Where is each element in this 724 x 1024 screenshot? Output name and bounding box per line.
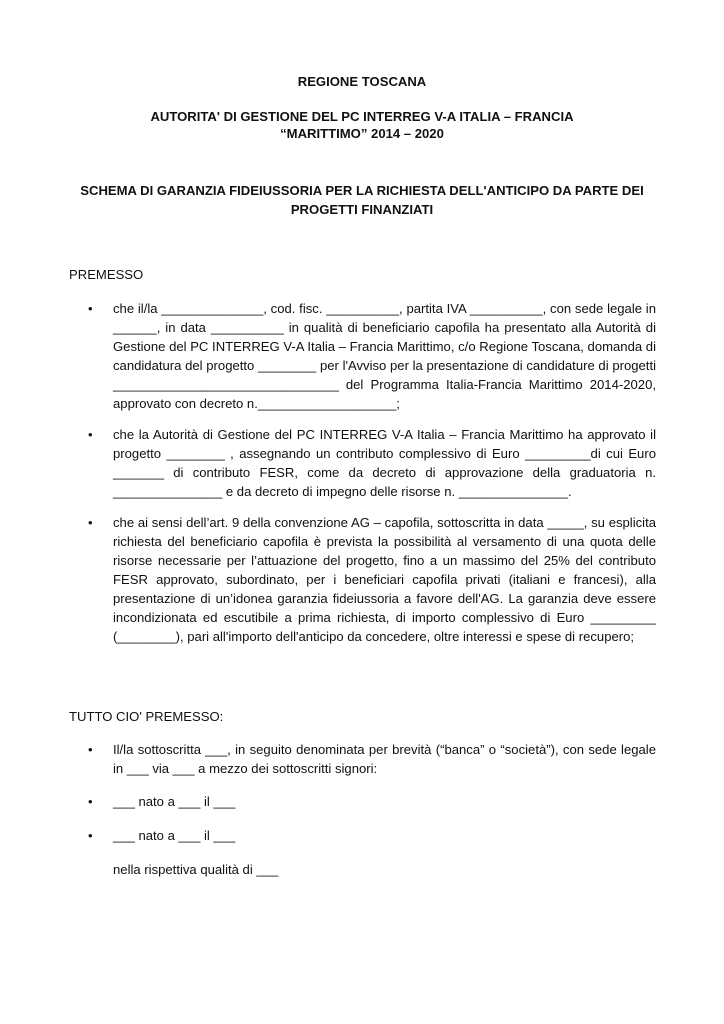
bullet-icon: • [88, 742, 93, 757]
premesso-item: che il/la ______________, cod. fisc. __________, partita IVA __________, con sede legale in ______, in data __________ in qualità di beneficiario capofila ha presentato alla Autorità di Gestione del PC INTERREG V-A Italia – Francia Marittimo, c/o Regione Toscana, domanda di candidatura del progetto ________ per l'Avviso per la presentazione di candidature di progetti _______________________________ del Programma Italia-Francia Marittimo 2014-2020, approvato con decreto n.___________________; [113, 301, 656, 411]
premesso-item: che la Autorità di Gestione del PC INTERREG V-A Italia – Francia Marittimo ha approvato il progetto ________ , assegnando un contributo complessivo di Euro _________di cui Euro _______ di contributo FESR, come da decreto di approvazione della graduatoria n. _______________ e da decreto di impegno delle risorse n. _______________. [113, 427, 656, 499]
tutto-item: Il/la sottoscritta ___, in seguito denominata per brevità (“banca” o “società”), con sede legale in ___ via ___ a mezzo dei sottoscritti signori: [113, 742, 656, 776]
premesso-item: che ai sensi dell’art. 9 della convenzione AG – capofila, sottoscritta in data _____, su esplicita richiesta del beneficiario capofila è prevista la possibilità al versamento di una quota delle risorse necessarie per l’attuazione del progetto, fino a un massimo del 25% del contributo FESR approvato, subordinato, per i beneficiari capofila privati (italiani e francesi), alla presentazione di un’idonea garanzia fideiussoria a favore dell'AG. La garanzia deve essere incondizionata ed escutibile a prima richiesta, di importo complessivo di Euro _________ (________), pari all'importo dell'anticipo da concedere, oltre interessi e spese di recupero; [113, 515, 656, 644]
tutto-heading: TUTTO CIO' PREMESSO: [69, 709, 224, 724]
region-title: REGIONE TOSCANA [297, 74, 427, 89]
scheme-title-line1: SCHEMA DI GARANZIA FIDEIUSSORIA PER LA RICHIESTA DELL'ANTICIPO DA PARTE DEI [80, 183, 644, 198]
authority-title-line1: AUTORITA' DI GESTIONE DEL PC INTERREG V-A ITALIA – FRANCIA [150, 109, 574, 124]
bullet-icon: • [88, 301, 93, 316]
bullet-icon: • [88, 427, 93, 442]
bullet-icon: • [88, 828, 93, 843]
bullet-icon: • [88, 515, 93, 530]
premesso-heading: PREMESSO [69, 267, 144, 282]
qualita-line: nella rispettiva qualità di ___ [113, 862, 279, 877]
signatory-line: ___ nato a ___ il ___ [113, 828, 236, 843]
signatory-line: ___ nato a ___ il ___ [113, 794, 236, 809]
scheme-title-line2: PROGETTI FINANZIATI [290, 202, 434, 217]
bullet-icon: • [88, 794, 93, 809]
authority-title-line2: “MARITTIMO” 2014 – 2020 [280, 126, 444, 141]
